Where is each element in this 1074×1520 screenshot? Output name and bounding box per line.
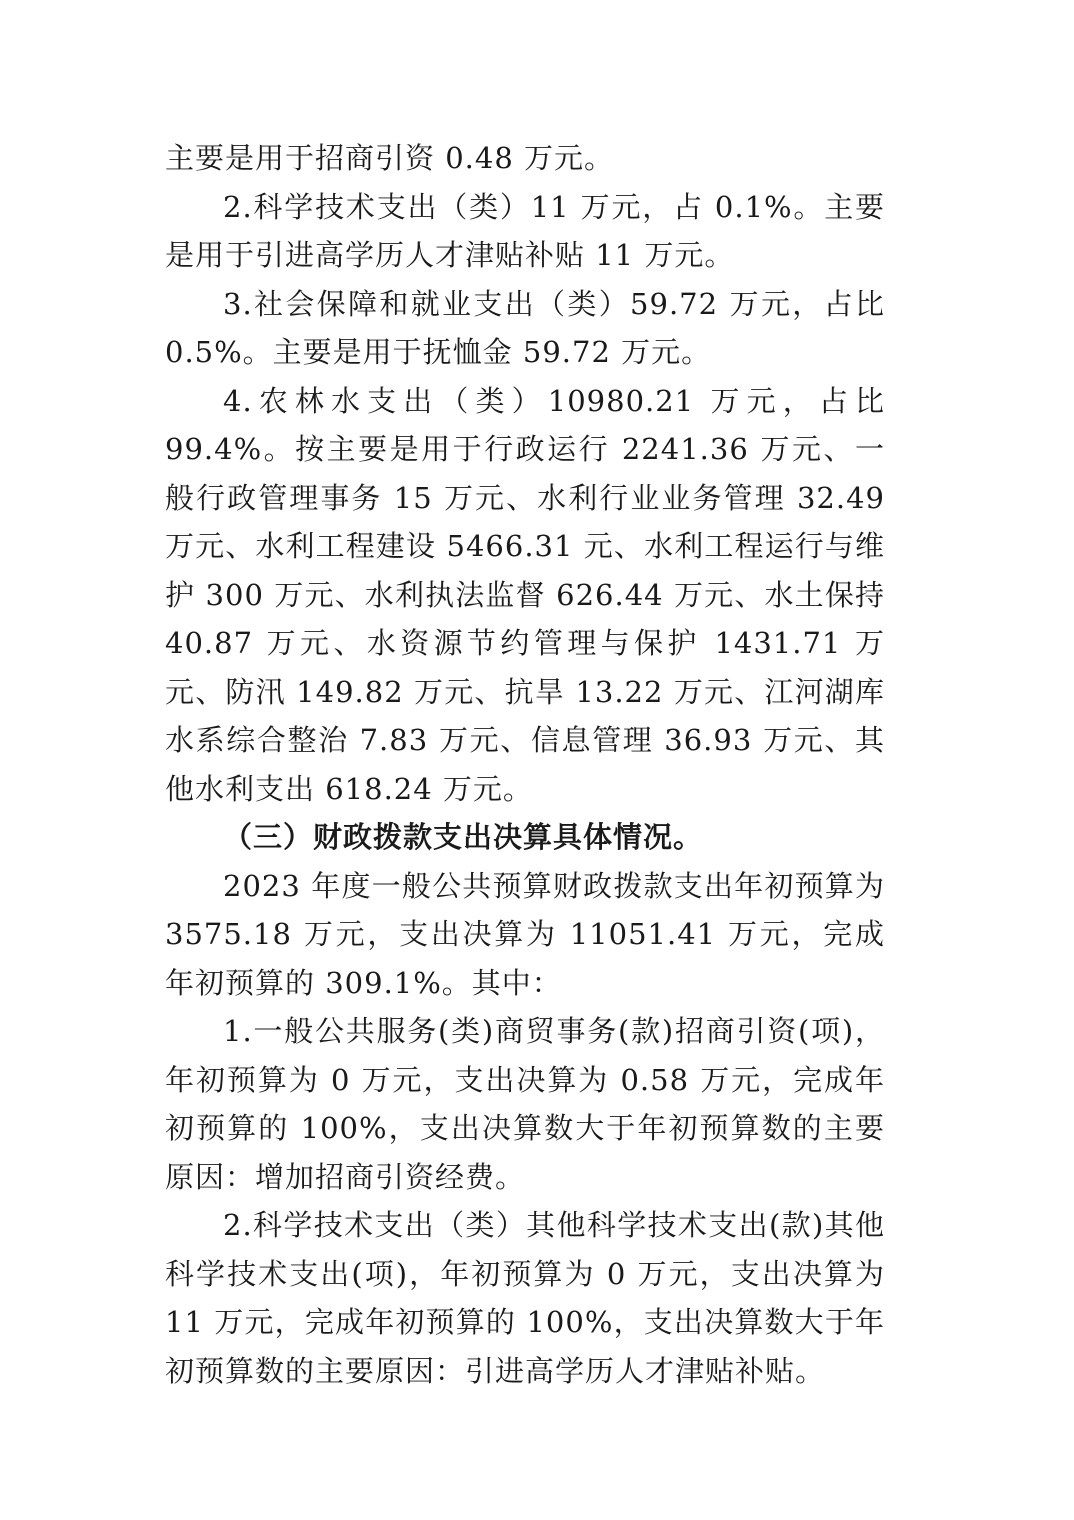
- paragraph-investment-attraction: 1.一般公共服务(类)商贸事务(款)招商引资(项)，年初预算为 0 万元，支出决算为 0.58 万元，完成年初预算的 100%，支出决算数大于年初预算数的主要原因：增加招商引资经费。: [165, 1014, 885, 1194]
- paragraph-science-tech-summary: 2.科学技术支出（类）11 万元，占 0.1%。主要是用于引进高学历人才津贴补贴 11 万元。: [165, 189, 885, 272]
- paragraph-social-security-summary: 3.社会保障和就业支出（类）59.72 万元，占比 0.5%。主要是用于抚恤金 59.72 万元。: [165, 286, 885, 369]
- paragraph-continuation: 主要是用于招商引资 0.48 万元。: [165, 141, 615, 175]
- document-body: [165, 134, 885, 1395]
- section-heading: （三）财政拨款支出决算具体情况。: [223, 820, 704, 854]
- paragraph-science-tech-detail: 2.科学技术支出（类）其他科学技术支出(款)其他科学技术支出(项)，年初预算为 0 万元，支出决算为 11 万元，完成年初预算的 100%，支出决算数大于年初预算数的主要原因：引进高学历人才津贴补贴。: [165, 1208, 885, 1388]
- paragraph-agriculture-water-summary: 4.农林水支出（类）10980.21 万元，占比 99.4%。按主要是用于行政运行 2241.36 万元、一般行政管理事务 15 万元、水利行业业务管理 32.49 万元、水利工程建设 5466.31 元、水利工程运行与维护 300 万元、水利执法监督 626.44 万元、水土保持 40.87 万元、水资源节约管理与保护 1431.71 万元、防汛 149.82 万元、抗旱 13.22 万元、江河湖库水系综合整治 7.83 万元、信息管理 36.93 万元、其他水利支出 618.24 万元。: [165, 383, 885, 806]
- paragraph-budget-overview: 2023 年度一般公共预算财政拨款支出年初预算为 3575.18 万元，支出决算为 11051.41 万元，完成年初预算的 309.1%。其中：: [165, 868, 885, 1000]
